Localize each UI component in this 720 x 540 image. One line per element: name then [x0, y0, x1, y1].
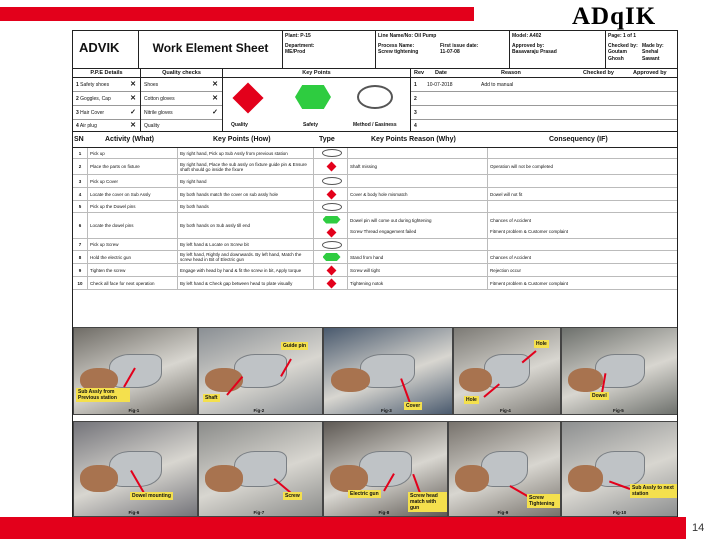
- line-cell: Line Name/No: Oil Pump Process Name: Screw tightening First issue date: 11-07-08: [376, 31, 510, 69]
- table-row: [73, 264, 678, 277]
- method-circle-icon: [357, 85, 393, 109]
- figure-label: Fig-1: [128, 408, 140, 413]
- method-circle-icon: [322, 203, 342, 211]
- row-consequence: Dowel will not fit: [487, 188, 678, 200]
- col-type: Type: [319, 136, 335, 143]
- row-why: Screw will tight: [347, 264, 487, 276]
- figure-label: Fig-9: [497, 510, 509, 515]
- table-row: [73, 148, 678, 159]
- revision-block: [411, 69, 678, 132]
- row-consequence: Chances of Accident: [487, 251, 678, 263]
- table-row: [73, 159, 678, 175]
- page-number: 14: [692, 522, 705, 534]
- quality-row: Cotton gloves ✕: [141, 92, 222, 106]
- process-photo: [561, 421, 678, 517]
- ppe-row: 2 Goggles, Cap ✕: [73, 92, 140, 106]
- row-type: [313, 201, 347, 212]
- ppe-title: P.P.E Details: [73, 69, 140, 78]
- row-how: By both hands on Sub assly till end: [177, 213, 313, 238]
- row-consequence: Operation will not be completed: [487, 159, 678, 174]
- photo-callout: Hole: [536, 341, 547, 347]
- hand-shape: [459, 368, 491, 393]
- model-cell: Model: A402 Approved by: Basavaraju Prasad: [510, 31, 606, 69]
- row-type: [313, 175, 347, 187]
- legend-safety: Safety: [303, 122, 319, 128]
- col-keypoints: Key Points (How): [213, 136, 271, 143]
- quality-block: [141, 69, 223, 132]
- photo-callout: Screw: [285, 493, 300, 499]
- figure-label: Fig-10: [613, 510, 627, 515]
- row-how: By left hand, Rightly and downwards. By left hand, Match the screw head in Bit of Electric gun: [177, 251, 313, 263]
- row-how: By right hand: [177, 175, 313, 187]
- col-activity: Activity (What): [105, 136, 154, 143]
- ppe-block: [73, 69, 141, 132]
- row-how: By right hand, Pick up Sub Assly from previous station: [177, 148, 313, 158]
- quality-row: Nitrile gloves ✓: [141, 106, 222, 120]
- row-consequence: [487, 148, 678, 158]
- row-activity: Check all face for next operation: [87, 277, 177, 289]
- photo-callout: Dowel: [592, 393, 607, 399]
- keypoints-legend: [223, 69, 411, 132]
- ppe-row: 1 Safety shoes ✕: [73, 78, 140, 92]
- quality-title: Quality checks: [141, 69, 222, 78]
- photo-callout: Dowel mounting: [132, 493, 171, 499]
- keypoints-title: Key Points: [223, 69, 410, 78]
- process-photo: [323, 421, 448, 517]
- row-why: Stand from hand: [347, 251, 487, 263]
- hand-shape: [330, 465, 368, 492]
- figure-label: Fig-5: [613, 408, 624, 413]
- quality-row: Quality: [144, 123, 160, 129]
- row-sn: 3: [78, 178, 82, 184]
- row-why: [347, 175, 487, 187]
- table-row: [73, 239, 678, 251]
- hand-shape: [455, 465, 489, 492]
- table-row: [73, 175, 678, 188]
- photo-callout: Screw head match with gun: [408, 492, 447, 512]
- method-circle-icon: [322, 241, 342, 249]
- process-photo: [73, 421, 198, 517]
- row-activity: Pick up the Dowel pins: [87, 201, 177, 212]
- hand-shape: [205, 465, 243, 492]
- safety-hex-icon: [323, 253, 341, 261]
- row-type: [313, 213, 347, 238]
- row-activity: Pick up: [87, 148, 177, 158]
- photo-callout: Screw Tightening: [527, 494, 560, 508]
- process-photo: [448, 421, 561, 517]
- figure-label: Fig-4: [500, 408, 511, 413]
- row-consequence: [487, 175, 678, 187]
- photo-callout: Sub Assly to next station: [630, 484, 678, 498]
- photo-callout: Shaft: [205, 395, 218, 401]
- row-type: [313, 239, 347, 250]
- table-row: [73, 213, 678, 239]
- row-consequence: Rejection occur: [487, 264, 678, 276]
- brand-logo: ADqIK: [572, 3, 657, 30]
- process-photo: [453, 327, 561, 415]
- photo-callout: Hole: [466, 397, 477, 403]
- photo-callout: Guide pin: [283, 343, 307, 349]
- row-why: Tightening notok: [347, 277, 487, 289]
- revision-row: 3: [411, 106, 678, 120]
- table-row: [73, 251, 678, 264]
- row-activity: Locate the cover on Sub Assly: [87, 188, 177, 200]
- row-activity: Hold the electric gun: [87, 251, 177, 263]
- row-how: By left hand & Check gap between head to plate visually: [177, 277, 313, 289]
- sheet-logo: ADVIK: [73, 31, 139, 69]
- method-circle-icon: [322, 149, 342, 157]
- revision-row: 1 10-07-2018 Add to manual: [411, 78, 678, 92]
- col-reason: Key Points Reason (Why): [371, 136, 456, 143]
- hand-shape: [80, 465, 118, 492]
- table-row: [73, 201, 678, 213]
- figure-label: Fig-6: [128, 510, 140, 515]
- page-cell: Page: 1 of 1 Checked by: Goutam Ghosh Made by: Snehal Sawant: [606, 31, 678, 69]
- row-type: [313, 264, 347, 276]
- ppe-row: 4 Air plug ✕: [76, 122, 136, 129]
- row-activity: Locate the dowel pins: [87, 213, 177, 238]
- row-type: [313, 251, 347, 263]
- quality-diamond-icon: [327, 278, 337, 288]
- row-sn: 8: [78, 254, 82, 260]
- process-photo: [198, 421, 323, 517]
- safety-hex-icon: [295, 85, 331, 109]
- activity-table-header: [73, 132, 678, 148]
- ppe-row: 3 Hair Cover ✓: [73, 106, 140, 120]
- row-type: [313, 277, 347, 289]
- safety-hex-icon: [323, 216, 341, 224]
- row-consequence: Fitment problem & Customer complaint: [487, 277, 678, 289]
- bottom-red-bar: [0, 517, 686, 539]
- quality-diamond-icon: [327, 227, 337, 237]
- row-why: Dowel pin will come out during tightening Screw Thread engagement failed: [347, 213, 487, 238]
- sheet-title: Work Element Sheet: [139, 31, 283, 69]
- row-how: Engage with head by hand & fit the screw in bit, Apply torque: [177, 264, 313, 276]
- figure-label: Fig-7: [253, 510, 265, 515]
- process-photo: [561, 327, 678, 415]
- row-why: Shaft missing: [347, 159, 487, 174]
- row-why: [347, 201, 487, 212]
- row-sn: 5: [78, 204, 82, 209]
- col-consequence: Consequency (IF): [549, 136, 608, 143]
- row-how: By both hands: [177, 201, 313, 212]
- photo-callout: Electric gun: [350, 491, 379, 497]
- quality-diamond-icon: [232, 82, 263, 113]
- hand-shape: [568, 465, 603, 492]
- row-sn: 2: [78, 164, 82, 169]
- top-red-bar: [0, 7, 474, 21]
- hand-shape: [568, 368, 603, 393]
- row-type: [313, 159, 347, 174]
- figure-label: Fig-2: [253, 408, 265, 413]
- revision-head: Rev Date Reason Checked by Approved by: [411, 69, 678, 78]
- row-activity: Pick up Cover: [87, 175, 177, 187]
- revision-row: 2: [411, 92, 678, 106]
- process-photo: [198, 327, 323, 415]
- quality-diamond-icon: [327, 162, 337, 172]
- row-sn: 1: [78, 150, 82, 156]
- photo-callout: Cover: [406, 403, 421, 409]
- method-circle-icon: [322, 177, 342, 185]
- row-activity: Pick up Screw: [87, 239, 177, 250]
- row-sn: 4: [78, 191, 82, 197]
- row-sn: 9: [78, 267, 82, 273]
- revision-row: 4: [414, 123, 417, 129]
- row-consequence: [487, 239, 678, 250]
- photo-callout: Sub Assly from Previous station: [76, 388, 130, 402]
- hand-shape: [331, 368, 370, 393]
- quality-diamond-icon: [327, 265, 337, 275]
- col-sn: SN: [74, 136, 84, 143]
- row-activity: Place the parts on fixture: [87, 159, 177, 174]
- row-consequence: Chances of Accident Fitment problem & Customer complaint: [487, 213, 678, 238]
- table-row: [73, 188, 678, 201]
- row-sn: 6: [78, 223, 82, 228]
- process-photo: [323, 327, 453, 415]
- row-how: By left hand & Locate on Screw bit: [177, 239, 313, 250]
- table-row: [73, 277, 678, 290]
- row-sn: 10: [77, 280, 83, 286]
- quality-diamond-icon: [327, 189, 337, 199]
- quality-row: Shoes ✕: [141, 78, 222, 92]
- process-photo: [73, 327, 198, 415]
- row-type: [313, 188, 347, 200]
- figure-label: Fig-8: [378, 510, 390, 515]
- row-consequence: [487, 201, 678, 212]
- legend-method: Method / Easiness: [353, 122, 397, 128]
- row-sn: 7: [78, 242, 82, 247]
- plant-cell: Plant: P-15 Department: ME/Prod: [283, 31, 376, 69]
- work-element-sheet: [72, 30, 678, 522]
- figure-label: Fig-3: [381, 408, 392, 413]
- pointer-arrow: [412, 474, 421, 493]
- row-how: By both hands match the cover on sub assly hole: [177, 188, 313, 200]
- row-why: Cover & body hole mismatch: [347, 188, 487, 200]
- row-why: [347, 148, 487, 158]
- row-why: [347, 239, 487, 250]
- row-activity: Tighten the screw: [87, 264, 177, 276]
- row-how: By right hand, Place the sub assly on fixture guide pin & Ensure shaft should go inside the fixure: [177, 159, 313, 174]
- legend-quality: Quality: [231, 122, 248, 128]
- row-type: [313, 148, 347, 158]
